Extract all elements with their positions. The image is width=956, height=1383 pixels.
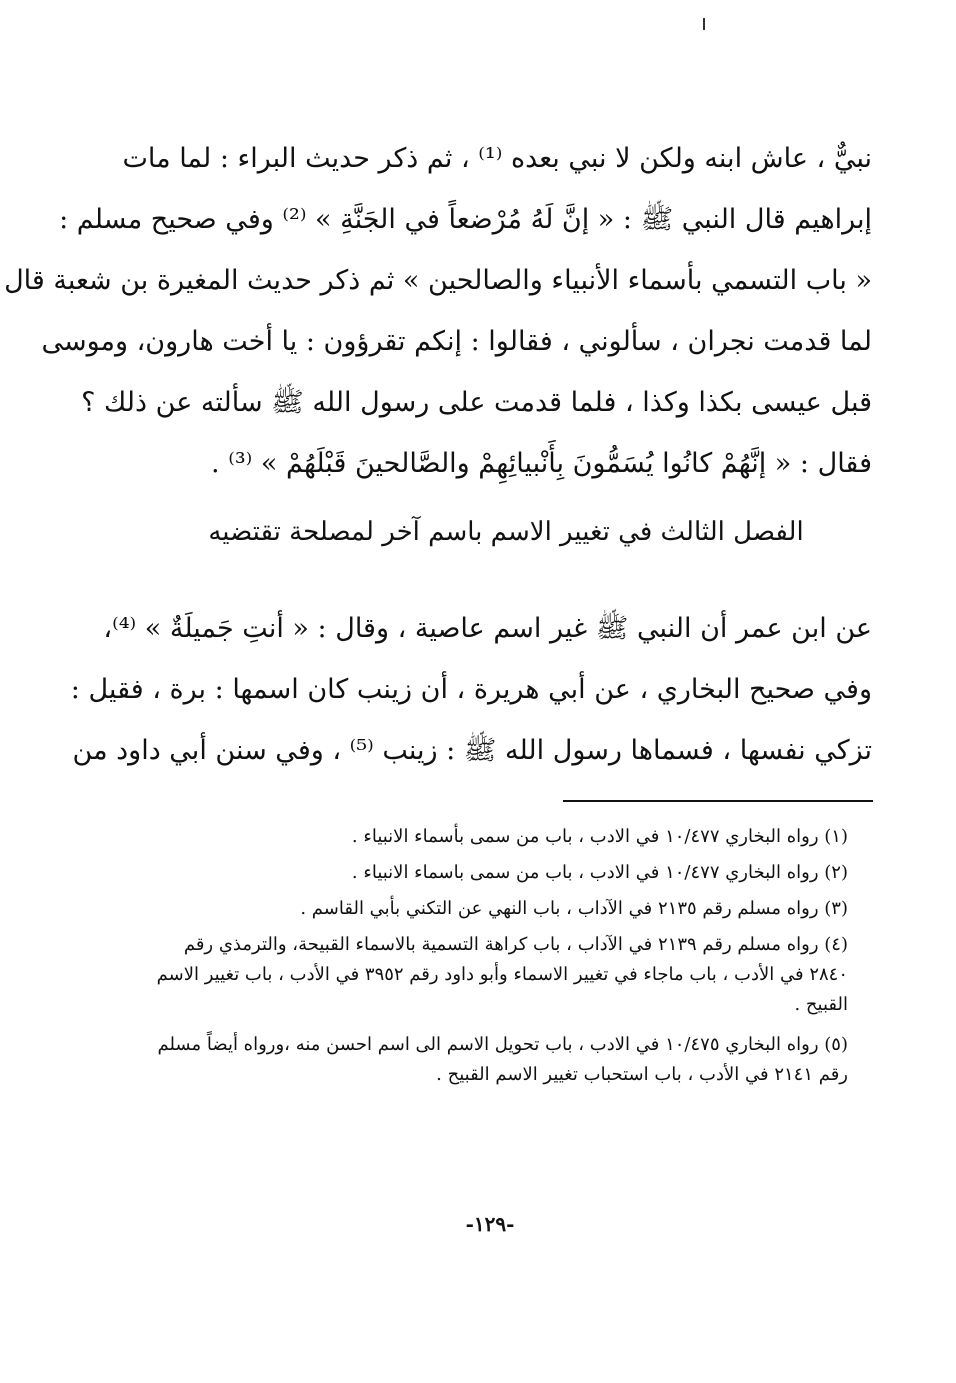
section-text-block [70, 598, 872, 781]
footnote-3: (٣) رواه مسلم رقم ٢١٣٥ في الآداب ، باب النهي عن التكني بأبي القاسم . [300, 898, 848, 919]
text-line: « باب التسمي بأسماء الأنبياء والصالحين » ثم ذكر حديث المغيرة بن شعبة قال [4, 265, 872, 296]
footnote-separator [563, 800, 873, 802]
text-line: عن ابن عمر أن النبي ﷺ غير اسم عاصية ، وقال : « أنتِ جَميلَةٌ » ⁽⁴⁾، [103, 613, 872, 644]
footnote-4: (٤) رواه مسلم رقم ٢١٣٩ في الآداب ، باب كراهة التسمية بالاسماء القبيحة، والترمذي رقم ٢٨٤٠ في الأدب ، باب ماجاء في تغيير الاسماء وأبو داود رقم ٣٩٥٢ في الأدب ، باب تغيير الاسم القبيح . [156, 934, 848, 1015]
text-line: وفي صحيح البخاري ، عن أبي هريرة ، أن زينب كان اسمها : برة ، فقيل : [70, 674, 872, 705]
text-line: قبل عيسى بكذا وكذا ، فلما قدمت على رسول الله ﷺ سألته عن ذلك ؟ [81, 387, 872, 418]
text-line: فقال : « إنَّهُمْ كانُوا يُسَمُّونَ بِأَنْبيائِهِمْ والصَّالحينَ قَبْلَهُمْ » ⁽³⁾ . [211, 448, 872, 479]
footnotes [145, 822, 848, 1100]
scan-mark [703, 18, 705, 30]
text-line: تزكي نفسها ، فسماها رسول الله ﷺ : زينب ⁽⁵⁾ ، وفي سنن أبي داود من [72, 735, 872, 766]
footnote-2: (٢) رواه البخاري ١٠/٤٧٧ في الادب ، باب من سمى باسماء الانبياء . [351, 862, 848, 883]
footnote-5: (٥) رواه البخاري ١٠/٤٧٥ في الادب ، باب تحويل الاسم الى اسم احسن منه ،ورواه أيضاً مسلم رقم ٢١٤١ في الأدب ، باب استحباب تغيير الاسم القبيح . [157, 1034, 848, 1085]
text-line: نبيٌّ ، عاش ابنه ولكن لا نبي بعده ⁽¹⁾ ، ثم ذكر حديث البراء : لما مات [122, 143, 872, 174]
page-number: -١٢٩- [465, 1212, 515, 1236]
text-line: إبراهيم قال النبي ﷺ : « إنَّ لَهُ مُرْضعاً في الجَنَّةِ » ⁽²⁾ وفي صحيح مسلم : [59, 204, 872, 235]
text-line: لما قدمت نجران ، سألوني ، فقالوا : إنكم تقرؤون : يا أخت هارون، وموسى [41, 326, 872, 357]
section-heading: الفصل الثالث في تغيير الاسم باسم آخر لمصلحة تقتضيه [208, 517, 804, 547]
footnote-1: (١) رواه البخاري ١٠/٤٧٧ في الادب ، باب من سمى بأسماء الانبياء . [351, 826, 848, 847]
main-text-block [4, 128, 872, 574]
